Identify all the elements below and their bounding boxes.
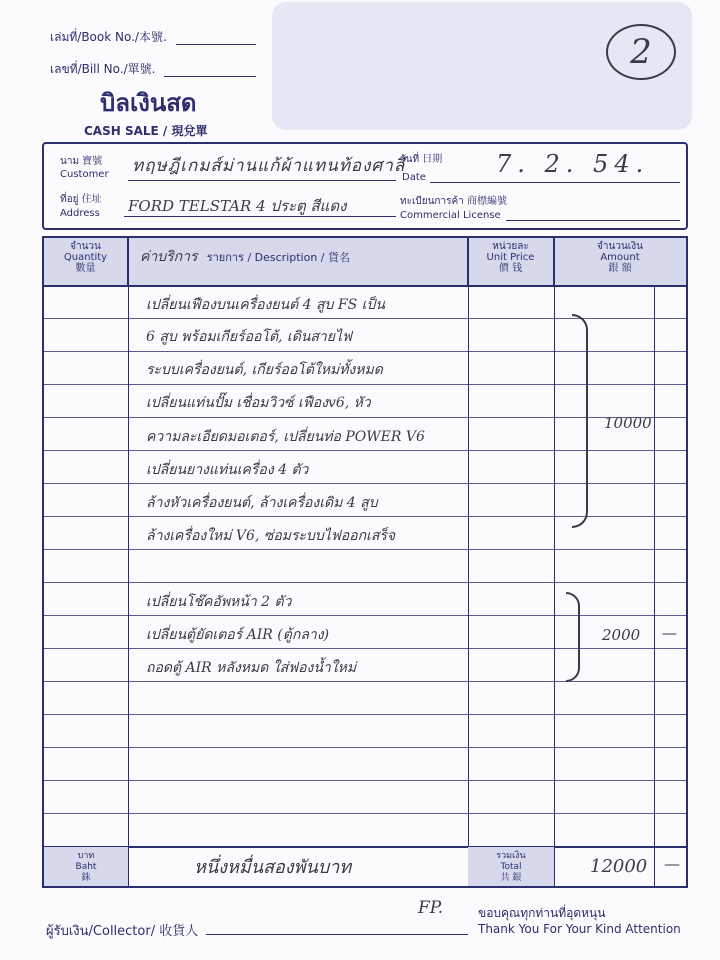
line-item: ล้างหัวเครื่องยนต์, ล้างเครื่องเดิม 4 สูบ xyxy=(146,495,378,511)
row-line xyxy=(44,483,686,484)
customer-label-en: Customer xyxy=(60,169,109,180)
address-label-en: Address xyxy=(60,208,100,219)
row-line xyxy=(44,780,686,781)
row-line xyxy=(44,714,686,715)
bill-no-line xyxy=(164,76,256,77)
header-quantity-en: Quantity xyxy=(63,252,108,263)
line-item: เปลี่ยนตู้ยัดเตอร์ AIR (ตู้กลาง) xyxy=(146,627,330,643)
header-amount-en: Amount xyxy=(600,252,640,263)
address-label-thai: ที่อยู่ 住址 xyxy=(60,194,102,205)
line-item: เปลี่ยนแท่นปั๊ม เชื่อมวิวซ์ เฟืองv6, หัว xyxy=(146,395,371,411)
header-quantity-thai: จำนวน xyxy=(70,241,101,252)
collector-label: ผู้รับเงิน/Collector/ 收貨人 xyxy=(46,924,199,939)
header-quantity xyxy=(44,238,128,285)
customer-name-value: ทฤษฎีเกมส์ม่านแก้ผ้าแทนท้องศาลี xyxy=(132,156,406,176)
row-line xyxy=(44,615,686,616)
brace-group-1 xyxy=(572,314,588,528)
col-line-satang xyxy=(654,285,655,886)
book-no-line xyxy=(176,44,256,45)
total-cell xyxy=(468,847,554,886)
baht-in-words: หนึ่งหมื่นสองพันบาท xyxy=(194,857,352,878)
line-item: 6 สูบ พร้อมเกียร์ออโต้, เดินสายไฟ xyxy=(146,329,352,345)
license-line xyxy=(506,220,680,221)
address-value: FORD TELSTAR 4 ประตู สีแดง xyxy=(128,197,347,215)
row-line xyxy=(44,384,686,385)
baht-cell xyxy=(44,847,128,886)
baht-cn: 銖 xyxy=(81,873,91,883)
thanks-thai: ขอบคุณทุกท่านที่อุดหนุน xyxy=(478,906,606,920)
col-line-qty xyxy=(128,238,129,886)
row-line xyxy=(44,417,686,418)
row-line xyxy=(44,516,686,517)
total-dash: — xyxy=(664,854,680,873)
line-item: ล้างเครื่องใหม่ V6, ซ่อมระบบไฟออกเสร็จ xyxy=(146,528,396,544)
brace-group-2 xyxy=(566,592,580,682)
line-item: ถอดตู้ AIR หลังหมด ใส่ฟองน้ำใหม่ xyxy=(146,660,357,676)
bill-no-label: เลขที่/Bill No./單號. xyxy=(50,62,156,76)
amount-group-1: 10000 xyxy=(604,414,652,432)
customer-box xyxy=(42,142,688,230)
header-quantity-cn: 數量 xyxy=(75,263,96,274)
circled-number-text: 2 xyxy=(630,32,652,72)
date-label-en: Date xyxy=(402,172,426,183)
row-line xyxy=(44,681,686,682)
total-en: Total xyxy=(500,862,522,872)
title-en: CASH SALE / 現兌單 xyxy=(84,124,208,138)
header-description xyxy=(128,238,468,285)
total-cn: 共 銀 xyxy=(500,873,522,883)
date-value: 7. 2. 54. xyxy=(496,150,650,178)
line-item: เปลี่ยนเฟืองบนเครื่องยนต์ 4 สูบ FS เป็น xyxy=(146,297,385,313)
line-item: เปลี่ยนโช๊คอัพหน้า 2 ตัว xyxy=(146,594,292,610)
row-line xyxy=(44,747,686,748)
date-line xyxy=(430,182,680,183)
row-line xyxy=(44,351,686,352)
footer-top-line xyxy=(44,846,686,848)
header-unit-en: Unit Price xyxy=(486,252,535,263)
amount-group-2: 2000 xyxy=(602,626,641,644)
collector-initials: FP. xyxy=(418,898,444,918)
baht-thai: บาท xyxy=(77,851,95,861)
book-no-label: เล่มที่/Book No./本號. xyxy=(50,30,167,44)
row-line xyxy=(44,813,686,814)
header-description-hand: ค่าบริการ xyxy=(140,249,198,265)
header-amount-thai: จำนวนเงิน xyxy=(597,241,643,252)
header-description-label: รายการ / Description / 貨名 xyxy=(206,251,351,264)
header-unit-price xyxy=(468,238,554,285)
collector-line xyxy=(206,934,468,935)
total-value: 12000 xyxy=(590,856,648,877)
customer-name-line xyxy=(128,180,396,181)
thanks-en: Thank You For Your Kind Attention xyxy=(478,922,681,936)
address-line xyxy=(124,216,396,217)
row-line xyxy=(44,549,686,550)
date-label-thai: วันที่ 日期 xyxy=(400,154,443,165)
title-thai: บิลเงินสด xyxy=(100,89,197,117)
row-line xyxy=(44,318,686,319)
items-table xyxy=(42,236,688,888)
row-line xyxy=(44,450,686,451)
header-amount-cn: 銀 額 xyxy=(608,263,632,274)
header-unit-thai: หน่วยละ xyxy=(492,241,529,252)
amount-group-2-dash: — xyxy=(662,624,677,642)
customer-label-thai: นาม 寶號 xyxy=(60,156,103,167)
header-bottom-line xyxy=(44,285,686,287)
baht-en: Baht xyxy=(75,862,97,872)
circled-page-number xyxy=(606,24,676,80)
total-thai: รวมเงิน xyxy=(496,851,526,861)
row-line xyxy=(44,582,686,583)
header-unit-cn: 價 钱 xyxy=(498,263,523,274)
header-amount xyxy=(554,238,686,285)
line-item: เปลี่ยนยางแท่นเครื่อง 4 ตัว xyxy=(146,462,309,478)
line-item: ระบบเครื่องยนต์, เกียร์ออโต้ใหม่ทั้งหมด xyxy=(146,362,383,378)
license-label-en: Commercial License xyxy=(400,210,501,221)
row-line xyxy=(44,648,686,649)
line-item: ความละเอียดมอเตอร์, เปลี่ยนท่อ POWER V6 xyxy=(146,429,425,445)
license-label-thai: ทะเบียนการค้า 商標編號 xyxy=(400,196,507,207)
